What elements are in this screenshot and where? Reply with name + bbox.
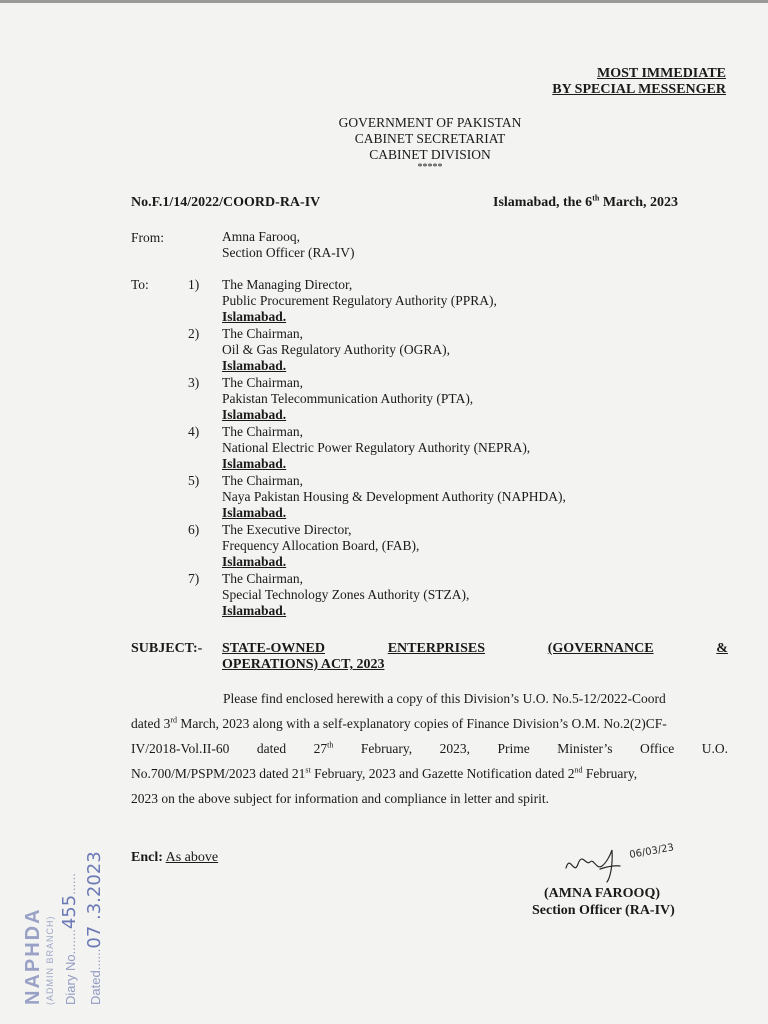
subject-word: (GOVERNANCE [547,641,654,656]
diary-stamp [22,820,132,1010]
body-line-4: No.700/M/PSPM/2023 dated 21st February, 2023 and Gazette Notification dated 2nd February, [131,765,638,781]
stamp-dated: Dated......07 .3.2023 [84,851,105,1005]
recipient-organization: Special Technology Zones Authority (STZA), [222,587,470,602]
recipient-organization: Naya Pakistan Housing & Development Authority (NAPHDA), [222,489,566,504]
stamp-diary: Diary No.......455...... [59,873,80,1005]
recipient-organization: Oil & Gas Regulatory Authority (OGRA), [222,342,450,357]
recipient-number: 4) [188,424,200,439]
body-line-2: dated 3rd March, 2023 along with a self-explanatory copies of Finance Division’s O.M. No.2(2)CF- [131,715,667,731]
subject-line-2: OPERATIONS) ACT, 2023 [222,657,385,672]
subject-word: STATE-OWNED [222,641,325,656]
recipient-number: 1) [188,277,200,292]
header-government: GOVERNMENT OF PAKISTAN [338,115,522,130]
recipient-city: Islamabad. [222,309,287,324]
handwritten-signature [560,836,710,886]
recipient-number: 3) [188,375,200,390]
recipient-city: Islamabad. [222,603,287,618]
stamp-org: NAPHDA [22,907,44,1005]
signature-date: 06/03/23 [628,842,675,861]
recipient-city: Islamabad. [222,358,287,373]
reference-number: No.F.1/14/2022/COORD-RA-IV [131,195,321,210]
recipient-number: 5) [188,473,200,488]
signatory-designation: Section Officer (RA-IV) [532,903,675,918]
recipient-number: 6) [188,522,200,537]
header-division: CABINET DIVISION [369,147,491,162]
to-label: To: [131,277,149,292]
body-line-1: Please find enclosed herewith a copy of this Division’s U.O. No.5-12/2022-Coord [223,691,666,706]
recipient-title: The Chairman, [222,571,303,586]
recipient-title: The Managing Director, [222,277,353,292]
recipient-city: Islamabad. [222,456,287,471]
recipient-title: The Chairman, [222,375,303,390]
letter-date: Islamabad, the 6th March, 2023 [493,193,678,210]
from-designation: Section Officer (RA-IV) [222,245,355,260]
priority-line-2: BY SPECIAL MESSENGER [552,82,726,97]
enclosure: Encl: As above [131,850,219,865]
recipient-organization: Pakistan Telecommunication Authority (PTA), [222,391,474,406]
recipient-title: The Executive Director, [222,522,352,537]
body-line-3: IV/2018-Vol.II-60 dated 27th February, 2023, Prime Minister’s Office U.O. [131,740,728,756]
subject-line-1 [222,641,728,657]
recipient-number: 2) [188,326,200,341]
body-paragraph [131,686,728,811]
recipient-city: Islamabad. [222,505,287,520]
priority-line-1: MOST IMMEDIATE [597,66,726,81]
recipient-title: The Chairman, [222,326,303,341]
from-name: Amna Farooq, [222,229,300,244]
scan-edge [0,0,768,3]
recipient-title: The Chairman, [222,473,303,488]
signatory-name: (AMNA FAROOQ) [544,886,660,901]
recipient-organization: Frequency Allocation Board, (FAB), [222,538,420,553]
recipient-organization: Public Procurement Regulatory Authority (PPRA), [222,293,497,308]
header-secretariat: CABINET SECRETARIAT [354,131,506,146]
recipient-number: 7) [188,571,200,586]
recipient-city: Islamabad. [222,554,287,569]
header-stars: ***** [417,162,443,173]
body-line-5: 2023 on the above subject for information and compliance in letter and spirit. [131,791,550,806]
recipient-title: The Chairman, [222,424,303,439]
subject-word: & [716,641,728,656]
recipient-organization: National Electric Power Regulatory Authority (NEPRA), [222,440,531,455]
from-label: From: [131,230,165,245]
recipient-city: Islamabad. [222,407,287,422]
stamp-branch: (ADMIN BRANCH) [45,915,55,1005]
subject-label: SUBJECT:- [131,641,203,656]
subject-word: ENTERPRISES [387,641,485,656]
